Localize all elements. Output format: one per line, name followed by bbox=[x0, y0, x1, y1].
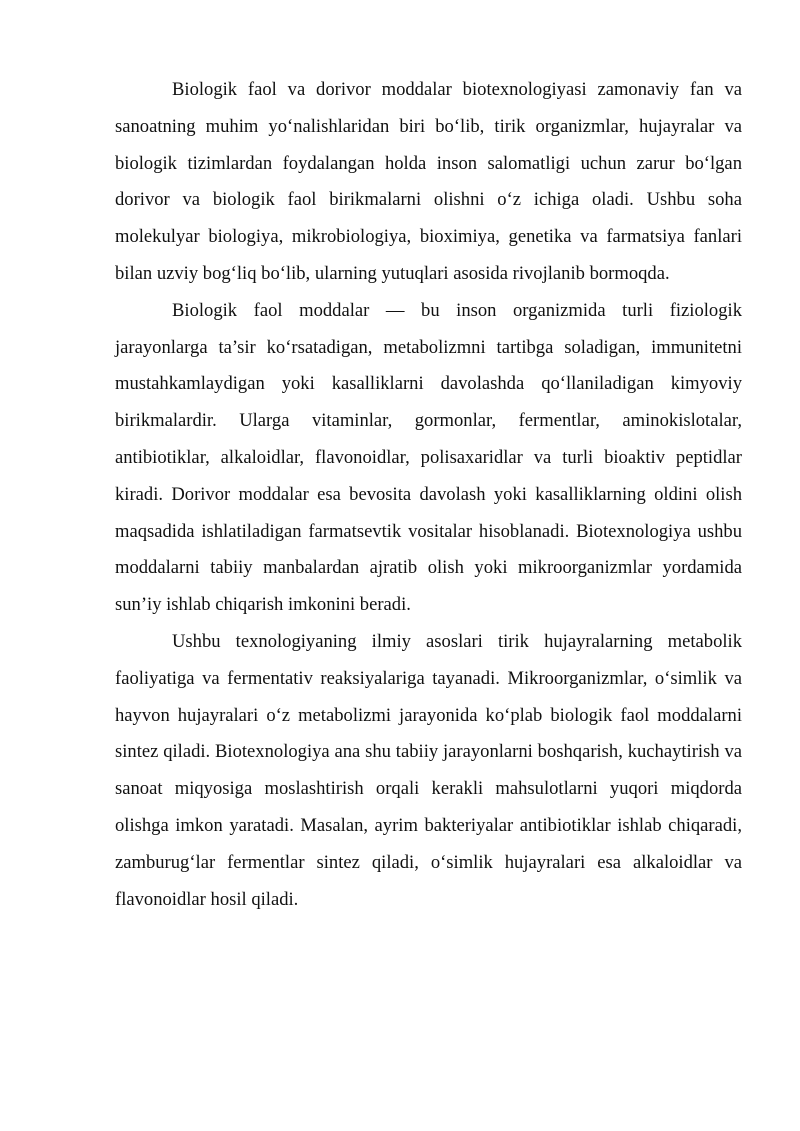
document-page bbox=[115, 72, 742, 918]
paragraph-definition: Biologik faol moddalar — bu inson organizmida turli fiziologik jarayonlarga ta’sir ko‘rsatadigan, metabolizmni tartibga soladigan, immunitetni mustahkamlaydigan yoki kasalliklarni davolashda qo‘llaniladigan kimyoviy birikmalardir. Ularga vitaminlar, gormonlar, fermentlar, aminokislotalar, antibiotiklar, alkaloidlar, flavonoidlar, polisaxaridlar va turli bioaktiv peptidlar kiradi. Dorivor moddalar esa bevosita davolash yoki kasalliklarning oldini olish maqsadida ishlatiladigan farmatsevtik vositalar hisoblanadi. Biotexnologiya ushbu moddalarni tabiiy manbalardan ajratib olish yoki mikroorganizmlar yordamida sun’iy ishlab chiqarish imkonini beradi. bbox=[115, 299, 742, 616]
paragraph-intro: Biologik faol va dorivor moddalar biotexnologiyasi zamonaviy fan va sanoatning muhim yo‘nalishlaridan biri bo‘lib, tirik organizmlar, hujayralar va biologik tizimlardan foydalangan holda inson salomatligi uchun zarur bo‘lgan dorivor va biologik faol birikmalarni olishni o‘z ichiga oladi. Ushbu soha molekulyar biologiya, mikrobiologiya, bioximiya, genetika va farmatsiya fanlari bilan uzviy bog‘liq bo‘lib, ularning yutuqlari asosida rivojlanib bormoqda. bbox=[115, 79, 742, 284]
paragraph-scientific-basis: Ushbu texnologiyaning ilmiy asoslari tirik hujayralarning metabolik faoliyatiga va fermentativ reaksiyalariga tayanadi. Mikroorganizmlar, o‘simlik va hayvon hujayralari o‘z metabolizmi jarayonida ko‘plab biologik faol moddalarni sintez qiladi. Biotexnologiya ana shu tabiiy jarayonlarni boshqarish, kuchaytirish va sanoat miqyosiga moslashtirish orqali kerakli mahsulotlarni yuqori miqdorda olishga imkon yaratadi. Masalan, ayrim bakteriyalar antibiotiklar ishlab chiqaradi, zamburug‘lar fermentlar sintez qiladi, o‘simlik hujayralari esa alkaloidlar va flavonoidlar hosil qiladi. bbox=[115, 630, 742, 910]
